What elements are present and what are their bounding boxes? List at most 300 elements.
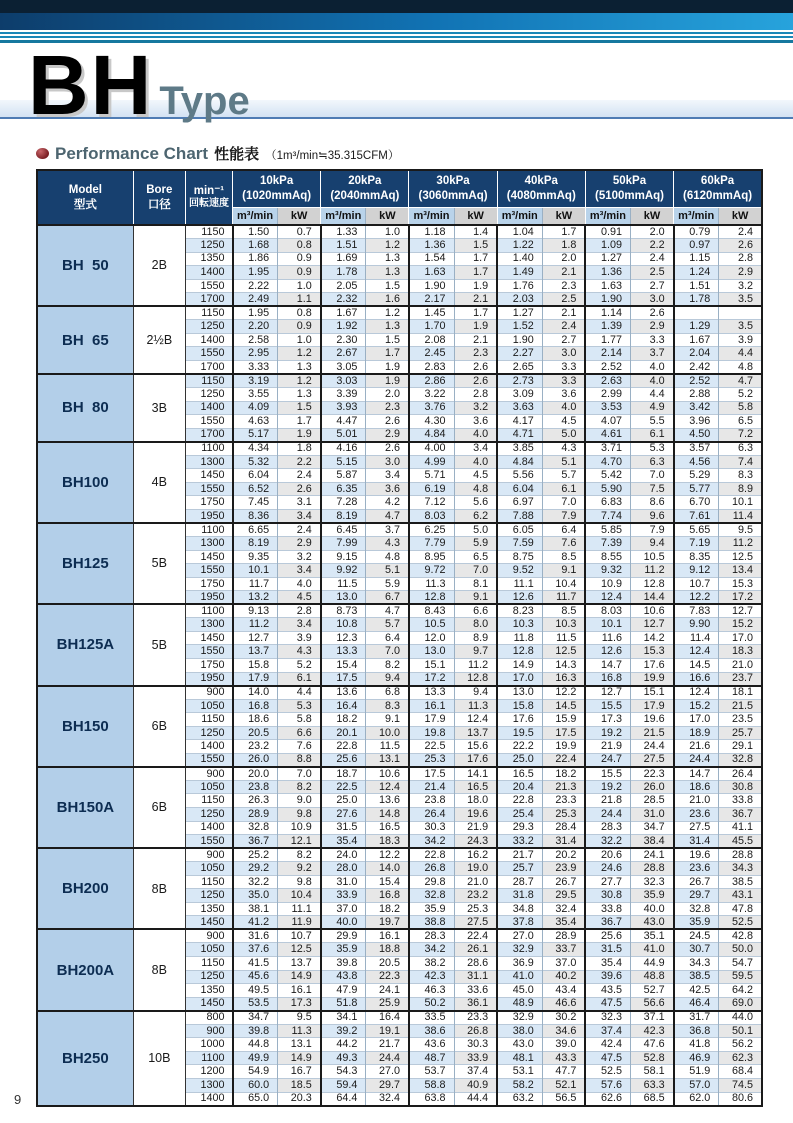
power-value: 11.7 — [542, 591, 585, 605]
flow-value: 1.67 — [674, 333, 719, 347]
power-value: 42.8 — [719, 929, 762, 943]
power-value: 3.4 — [278, 618, 321, 632]
flow-value: 22.8 — [409, 848, 454, 862]
power-value: 5.8 — [719, 401, 762, 415]
flow-value: 13.0 — [409, 645, 454, 659]
power-value: 8.2 — [278, 848, 321, 862]
flow-value: 41.0 — [497, 970, 542, 984]
power-value: 28.8 — [719, 848, 762, 862]
power-value: 1.3 — [366, 266, 409, 280]
power-value: 6.7 — [366, 591, 409, 605]
flow-value: 40.0 — [321, 916, 366, 930]
power-value: 22.3 — [631, 767, 674, 781]
power-value: 10.1 — [719, 496, 762, 510]
power-value: 6.2 — [454, 509, 497, 523]
flow-value: 23.2 — [233, 740, 278, 754]
table-row — [37, 929, 762, 943]
rotation-speed: 1350 — [185, 252, 232, 266]
rotation-speed: 1400 — [185, 740, 232, 754]
power-value: 4.4 — [631, 388, 674, 402]
flow-value: 12.8 — [409, 591, 454, 605]
power-value: 3.4 — [366, 469, 409, 483]
power-value: 10.0 — [366, 726, 409, 740]
flow-value: 3.63 — [497, 401, 542, 415]
power-value: 2.2 — [631, 239, 674, 253]
power-value: 24.4 — [366, 1051, 409, 1065]
power-value: 11.3 — [278, 1024, 321, 1038]
flow-value: 11.6 — [585, 631, 630, 645]
rotation-speed: 1150 — [185, 225, 232, 239]
power-value: 1.2 — [278, 347, 321, 361]
flow-value: 22.5 — [409, 740, 454, 754]
flow-value: 25.0 — [497, 753, 542, 767]
flow-value: 7.12 — [409, 496, 454, 510]
flow-value: 7.45 — [233, 496, 278, 510]
flow-value: 29.8 — [409, 875, 454, 889]
rotation-speed: 1150 — [185, 957, 232, 971]
power-value: 28.5 — [631, 794, 674, 808]
flow-value: 63.2 — [497, 1092, 542, 1106]
rotation-speed: 1750 — [185, 496, 232, 510]
power-value: 21.3 — [542, 780, 585, 794]
flow-value: 26.3 — [233, 794, 278, 808]
power-value: 8.3 — [719, 469, 762, 483]
power-value: 15.2 — [719, 618, 762, 632]
power-value: 22.4 — [542, 753, 585, 767]
rotation-speed: 1150 — [185, 306, 232, 320]
power-value: 15.3 — [719, 577, 762, 591]
flow-value: 1.09 — [585, 239, 630, 253]
model-name: BH150A — [37, 767, 133, 848]
table-row — [37, 686, 762, 700]
flow-value: 2.52 — [585, 360, 630, 374]
flow-value: 6.65 — [233, 523, 278, 537]
power-value: 1.7 — [454, 252, 497, 266]
power-value: 2.4 — [719, 225, 762, 239]
flow-value: 5.01 — [321, 428, 366, 442]
power-value: 23.2 — [454, 889, 497, 903]
power-value: 45.5 — [719, 835, 762, 849]
rotation-speed: 900 — [185, 686, 232, 700]
power-value: 31.0 — [631, 808, 674, 822]
power-value: 2.3 — [366, 401, 409, 415]
power-value: 41.1 — [719, 821, 762, 835]
flow-value: 23.8 — [233, 780, 278, 794]
flow-value: 15.4 — [321, 659, 366, 673]
power-value: 3.4 — [278, 564, 321, 578]
rotation-speed: 1000 — [185, 1038, 232, 1052]
power-value: 2.3 — [454, 347, 497, 361]
page-title — [28, 38, 250, 132]
power-value: 18.2 — [542, 767, 585, 781]
flow-value: 4.09 — [233, 401, 278, 415]
bore-size: 2B — [133, 225, 185, 306]
flow-value: 5.56 — [497, 469, 542, 483]
power-value: 3.2 — [454, 401, 497, 415]
flow-value: 44.8 — [233, 1038, 278, 1052]
power-value: 8.6 — [631, 496, 674, 510]
flow-value: 15.1 — [409, 659, 454, 673]
power-value: 38.4 — [631, 835, 674, 849]
power-value: 27.0 — [366, 1065, 409, 1079]
power-value: 13.4 — [719, 564, 762, 578]
power-value: 19.0 — [454, 862, 497, 876]
bore-size: 6B — [133, 686, 185, 767]
flow-value: 8.43 — [409, 604, 454, 618]
rotation-speed: 1200 — [185, 1065, 232, 1079]
flow-value: 7.99 — [321, 537, 366, 551]
power-value: 9.0 — [278, 794, 321, 808]
flow-value: 1.51 — [674, 279, 719, 293]
power-value: 11.3 — [454, 699, 497, 713]
flow-value: 1.78 — [674, 293, 719, 307]
model-name: BH200A — [37, 929, 133, 1010]
col-header-bore-en: Bore — [146, 184, 173, 197]
flow-value: 17.5 — [321, 672, 366, 686]
rotation-speed: 1300 — [185, 537, 232, 551]
flow-value: 9.92 — [321, 564, 366, 578]
table-row — [37, 306, 762, 320]
flow-value: 58.8 — [409, 1078, 454, 1092]
power-value: 38.5 — [719, 875, 762, 889]
power-value: 9.4 — [631, 537, 674, 551]
flow-value: 50.2 — [409, 997, 454, 1011]
flow-value: 3.85 — [497, 442, 542, 456]
table-row — [37, 523, 762, 537]
bore-size: 2½B — [133, 306, 185, 374]
power-value: 7.4 — [719, 455, 762, 469]
flow-value: 6.52 — [233, 482, 278, 496]
power-value: 25.9 — [366, 997, 409, 1011]
power-value: 24.3 — [454, 835, 497, 849]
flow-value: 5.77 — [674, 482, 719, 496]
flow-value: 6.70 — [674, 496, 719, 510]
flow-value: 11.5 — [321, 577, 366, 591]
power-value: 10.6 — [366, 767, 409, 781]
power-value: 43.1 — [719, 889, 762, 903]
flow-value: 14.7 — [585, 659, 630, 673]
power-value: 11.5 — [542, 631, 585, 645]
power-value: 44.9 — [631, 957, 674, 971]
power-value: 25.7 — [719, 726, 762, 740]
power-value: 21.0 — [454, 875, 497, 889]
rotation-speed: 1350 — [185, 984, 232, 998]
flow-value: 37.0 — [321, 902, 366, 916]
power-value: 12.4 — [366, 780, 409, 794]
flow-value: 26.8 — [409, 862, 454, 876]
power-value: 11.2 — [454, 659, 497, 673]
power-value: 35.9 — [631, 889, 674, 903]
power-value: 0.9 — [278, 320, 321, 334]
model-name: BH100 — [37, 442, 133, 523]
flow-value: 32.9 — [497, 1011, 542, 1025]
power-value: 9.2 — [278, 862, 321, 876]
flow-value: 16.5 — [497, 767, 542, 781]
flow-value: 11.1 — [497, 577, 542, 591]
flow-value: 10.3 — [497, 618, 542, 632]
flow-value: 35.4 — [321, 835, 366, 849]
flow-value: 23.6 — [674, 862, 719, 876]
power-value: 80.6 — [719, 1092, 762, 1106]
flow-value: 1.90 — [409, 279, 454, 293]
section-title-en: Performance Chart — [55, 144, 209, 163]
power-value: 1.9 — [454, 279, 497, 293]
flow-value: 1.78 — [321, 266, 366, 280]
power-value: 15.3 — [631, 645, 674, 659]
flow-value: 1.90 — [497, 333, 542, 347]
flow-value: 9.90 — [674, 618, 719, 632]
rotation-speed: 1550 — [185, 279, 232, 293]
power-value: 28.8 — [631, 862, 674, 876]
rotation-speed: 1150 — [185, 374, 232, 388]
flow-value: 11.2 — [233, 618, 278, 632]
flow-value: 36.7 — [233, 835, 278, 849]
bore-size: 5B — [133, 604, 185, 685]
flow-value: 5.17 — [233, 428, 278, 442]
flow-value: 12.7 — [233, 631, 278, 645]
banner-dark-bar — [0, 0, 793, 13]
rotation-speed: 1100 — [185, 442, 232, 456]
table-body — [37, 225, 762, 1106]
flow-value: 5.71 — [409, 469, 454, 483]
flow-value: 5.15 — [321, 455, 366, 469]
power-value: 14.8 — [366, 808, 409, 822]
bore-size: 8B — [133, 929, 185, 1010]
power-value: 4.4 — [719, 347, 762, 361]
power-value: 12.2 — [542, 686, 585, 700]
power-value: 37.0 — [542, 957, 585, 971]
flow-value: 53.1 — [497, 1065, 542, 1079]
flow-value: 28.3 — [585, 821, 630, 835]
power-value: 7.0 — [542, 496, 585, 510]
flow-value: 4.84 — [497, 455, 542, 469]
power-value: 43.4 — [542, 984, 585, 998]
power-value: 1.0 — [278, 333, 321, 347]
flow-value: 2.65 — [497, 360, 542, 374]
power-value: 3.9 — [719, 333, 762, 347]
power-value: 4.3 — [366, 537, 409, 551]
flow-value: 31.8 — [497, 889, 542, 903]
flow-value: 64.4 — [321, 1092, 366, 1106]
flow-value: 8.95 — [409, 550, 454, 564]
power-value: 17.6 — [454, 753, 497, 767]
power-value: 1.9 — [366, 374, 409, 388]
power-value: 6.5 — [719, 415, 762, 429]
power-value: 9.5 — [278, 1011, 321, 1025]
power-value: 32.4 — [542, 902, 585, 916]
flow-value: 42.5 — [674, 984, 719, 998]
rotation-speed: 1350 — [185, 902, 232, 916]
power-value: 1.7 — [278, 415, 321, 429]
power-value: 1.3 — [278, 360, 321, 374]
flow-value: 47.9 — [321, 984, 366, 998]
flow-value: 35.4 — [585, 957, 630, 971]
power-value: 52.7 — [631, 984, 674, 998]
power-value: 36.7 — [719, 808, 762, 822]
flow-value: 51.8 — [321, 997, 366, 1011]
power-value: 2.5 — [631, 266, 674, 280]
flow-value: 53.7 — [409, 1065, 454, 1079]
power-value: 2.6 — [454, 360, 497, 374]
flow-value: 35.9 — [674, 916, 719, 930]
flow-value: 1.90 — [585, 293, 630, 307]
flow-value: 2.83 — [409, 360, 454, 374]
flow-value: 46.9 — [674, 1051, 719, 1065]
power-value: 7.6 — [278, 740, 321, 754]
flow-value: 8.19 — [233, 537, 278, 551]
rotation-speed: 1550 — [185, 645, 232, 659]
flow-value: 3.93 — [321, 401, 366, 415]
flow-value: 1.63 — [585, 279, 630, 293]
flow-value: 25.0 — [321, 794, 366, 808]
flow-value: 38.2 — [409, 957, 454, 971]
power-value: 13.1 — [366, 753, 409, 767]
flow-value: 12.0 — [409, 631, 454, 645]
flow-value: 6.04 — [497, 482, 542, 496]
power-value: 8.3 — [366, 699, 409, 713]
flow-value: 3.42 — [674, 401, 719, 415]
power-value: 2.6 — [366, 415, 409, 429]
section-title-jp: 性能表 — [214, 146, 260, 163]
power-value: 28.6 — [454, 957, 497, 971]
power-value: 16.5 — [454, 780, 497, 794]
flow-value: 52.5 — [585, 1065, 630, 1079]
flow-value: 32.8 — [674, 902, 719, 916]
power-value: 0.8 — [278, 306, 321, 320]
flow-value: 1.18 — [409, 225, 454, 239]
power-value: 2.0 — [631, 225, 674, 239]
power-value: 4.8 — [454, 482, 497, 496]
flow-value: 7.74 — [585, 509, 630, 523]
rotation-speed: 1950 — [185, 672, 232, 686]
power-value: 6.5 — [454, 550, 497, 564]
flow-value: 19.2 — [585, 780, 630, 794]
flow-value: 2.95 — [233, 347, 278, 361]
power-value: 31.4 — [542, 835, 585, 849]
flow-value: 27.0 — [497, 929, 542, 943]
rotation-speed: 1100 — [185, 523, 232, 537]
flow-value: 7.59 — [497, 537, 542, 551]
power-value: 10.5 — [631, 550, 674, 564]
flow-value: 4.56 — [674, 455, 719, 469]
flow-value: 18.2 — [321, 713, 366, 727]
power-value: 11.2 — [631, 564, 674, 578]
flow-value: 6.05 — [497, 523, 542, 537]
flow-value: 37.8 — [497, 916, 542, 930]
rotation-speed: 1300 — [185, 618, 232, 632]
power-value: 27.5 — [454, 916, 497, 930]
power-value: 4.7 — [366, 509, 409, 523]
power-value: 14.5 — [542, 699, 585, 713]
flow-value: 46.3 — [409, 984, 454, 998]
flow-value: 2.03 — [497, 293, 542, 307]
flow-value: 2.30 — [321, 333, 366, 347]
title-main: BH — [28, 38, 154, 132]
flow-value: 37.6 — [233, 943, 278, 957]
power-value: 23.7 — [719, 672, 762, 686]
power-value: 7.0 — [278, 767, 321, 781]
flow-value: 13.0 — [321, 591, 366, 605]
col-header-model-en: Model — [68, 184, 102, 197]
power-value: 36.1 — [454, 997, 497, 1011]
flow-value: 33.5 — [409, 1011, 454, 1025]
power-value: 6.6 — [454, 604, 497, 618]
flow-value: 8.35 — [674, 550, 719, 564]
flow-value: 3.09 — [497, 388, 542, 402]
flow-value: 39.2 — [321, 1024, 366, 1038]
power-value: 21.5 — [719, 699, 762, 713]
power-value: 9.5 — [719, 523, 762, 537]
flow-value: 36.9 — [497, 957, 542, 971]
flow-value: 59.4 — [321, 1078, 366, 1092]
power-value: 29.5 — [542, 889, 585, 903]
flow-value: 6.25 — [409, 523, 454, 537]
flow-value: 1.69 — [321, 252, 366, 266]
flow-value: 5.42 — [585, 469, 630, 483]
flow-value: 51.9 — [674, 1065, 719, 1079]
flow-value: 33.8 — [585, 902, 630, 916]
power-value: 2.4 — [278, 523, 321, 537]
subheader-power-unit: kW — [454, 207, 497, 225]
flow-value: 5.87 — [321, 469, 366, 483]
power-value: 12.8 — [454, 672, 497, 686]
power-value: 13.1 — [278, 1038, 321, 1052]
flow-value: 24.4 — [674, 753, 719, 767]
flow-value: 43.5 — [585, 984, 630, 998]
power-value: 43.3 — [542, 1051, 585, 1065]
rotation-speed: 1750 — [185, 659, 232, 673]
power-value: 1.7 — [454, 266, 497, 280]
rotation-speed: 800 — [185, 1011, 232, 1025]
power-value: 0.8 — [278, 239, 321, 253]
flow-value: 6.35 — [321, 482, 366, 496]
flow-value: 12.4 — [674, 645, 719, 659]
flow-value: 2.05 — [321, 279, 366, 293]
power-value: 56.6 — [631, 997, 674, 1011]
flow-value: 23.8 — [409, 794, 454, 808]
flow-value: 39.8 — [233, 1024, 278, 1038]
power-value: 26.7 — [542, 875, 585, 889]
power-value: 5.5 — [631, 415, 674, 429]
flow-value: 26.0 — [233, 753, 278, 767]
power-value: 12.1 — [278, 835, 321, 849]
flow-value: 21.4 — [409, 780, 454, 794]
power-value: 3.6 — [454, 415, 497, 429]
flow-value: 4.70 — [585, 455, 630, 469]
power-value: 4.7 — [366, 604, 409, 618]
power-value: 52.5 — [719, 916, 762, 930]
rotation-speed: 900 — [185, 848, 232, 862]
flow-value: 17.5 — [409, 767, 454, 781]
power-value: 35.4 — [542, 916, 585, 930]
flow-value: 53.5 — [233, 997, 278, 1011]
performance-table — [36, 169, 763, 1107]
power-value: 2.7 — [631, 279, 674, 293]
col-header-model-jp: 型式 — [73, 198, 97, 211]
flow-value: 4.30 — [409, 415, 454, 429]
flow-value: 30.7 — [674, 943, 719, 957]
bore-size: 3B — [133, 374, 185, 442]
page-number: 9 — [14, 1092, 22, 1107]
power-value: 74.5 — [719, 1078, 762, 1092]
top-banner — [0, 0, 793, 43]
bore-size: 5B — [133, 523, 185, 604]
power-value: 48.8 — [631, 970, 674, 984]
flow-value: 1.22 — [497, 239, 542, 253]
power-value: 4.5 — [454, 469, 497, 483]
flow-value: 14.9 — [497, 659, 542, 673]
power-value: 1.0 — [366, 225, 409, 239]
